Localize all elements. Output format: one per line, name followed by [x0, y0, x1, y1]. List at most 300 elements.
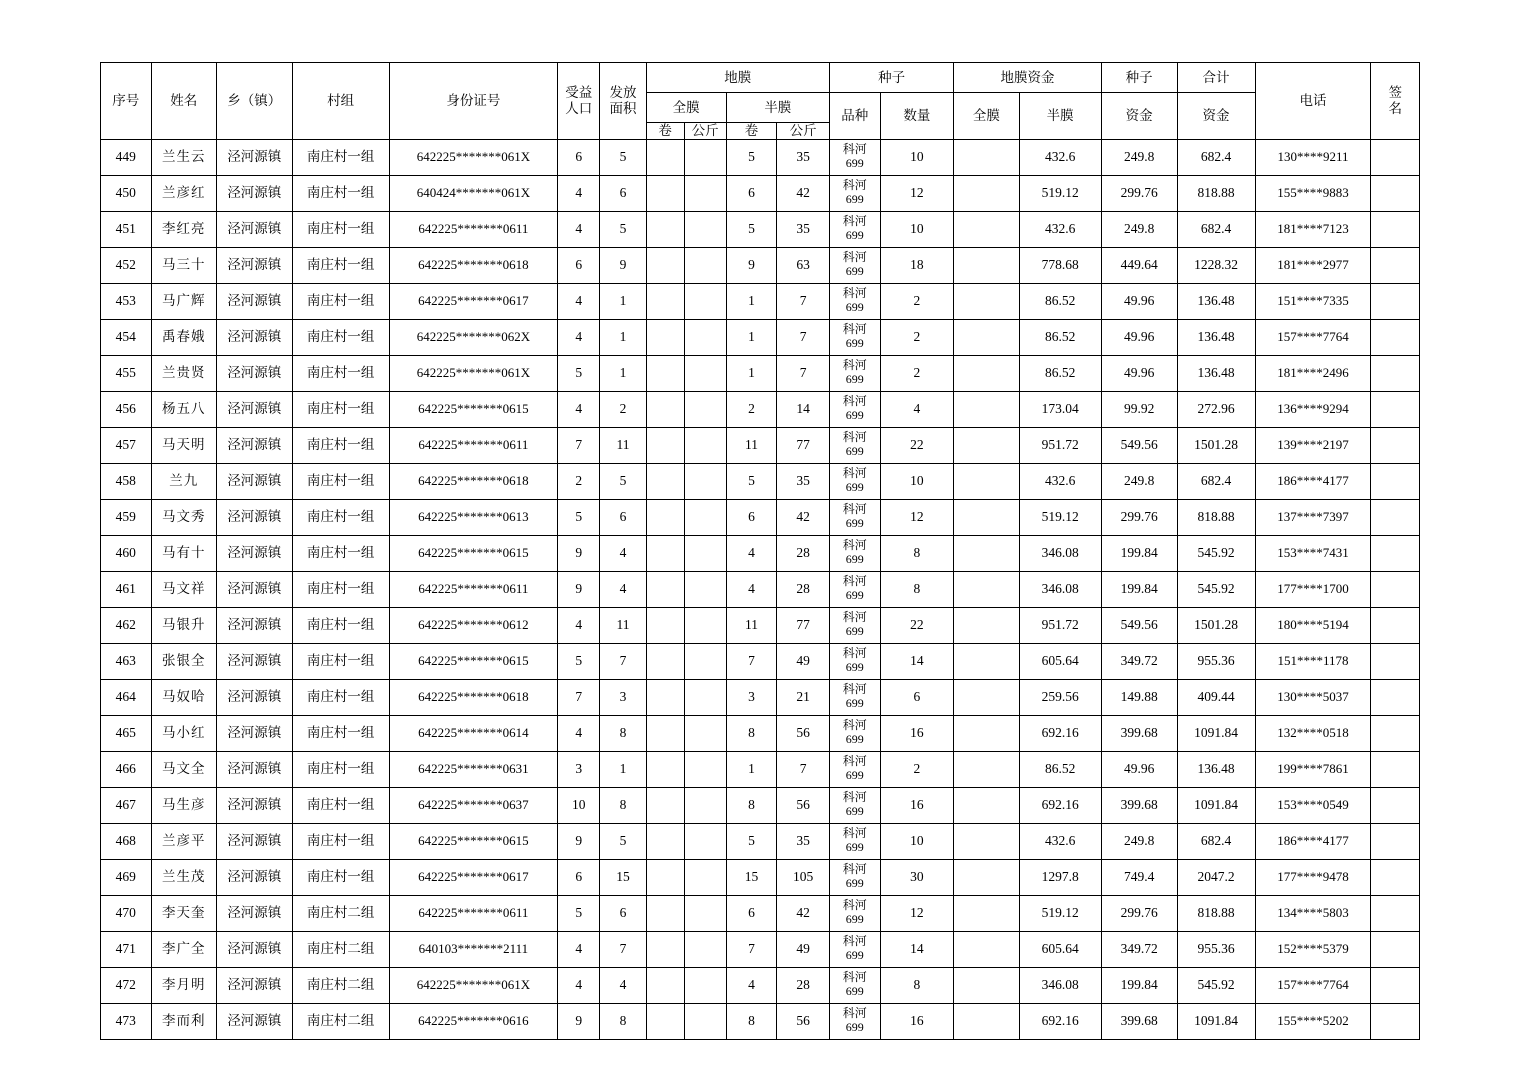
cell-town: 泾河源镇	[216, 715, 292, 751]
cell-variety	[829, 787, 880, 823]
cell-beneficiary-population: 4	[558, 175, 600, 211]
cell-variety-line2: 699	[845, 228, 864, 243]
cell-id-number: 642225*******0617	[389, 859, 558, 895]
cell-half-film-kg: 21	[777, 679, 830, 715]
cell-full-film-kg	[684, 355, 726, 391]
cell-variety	[829, 247, 880, 283]
cell-town: 泾河源镇	[216, 571, 292, 607]
cell-name: 马文全	[151, 751, 216, 787]
cell-half-film-juan: 4	[726, 967, 777, 1003]
cell-village-group: 南庄村一组	[292, 571, 389, 607]
cell-id-number: 642225*******0611	[389, 211, 558, 247]
cell-half-film-kg: 77	[777, 427, 830, 463]
cell-town: 泾河源镇	[216, 319, 292, 355]
cell-quantity: 10	[880, 823, 954, 859]
cell-seed-money: 549.56	[1101, 427, 1177, 463]
cell-beneficiary-population: 4	[558, 391, 600, 427]
cell-full-film-juan	[646, 319, 684, 355]
cell-area: 4	[600, 967, 646, 1003]
col-header-seq: 序号	[101, 63, 152, 140]
cell-half-film-juan: 8	[726, 787, 777, 823]
col-header-village-group: 村组	[292, 63, 389, 140]
cell-village-group: 南庄村一组	[292, 463, 389, 499]
cell-full-film-juan	[646, 967, 684, 1003]
cell-half-film-money: 951.72	[1019, 607, 1101, 643]
cell-town: 泾河源镇	[216, 859, 292, 895]
cell-seq: 463	[101, 643, 152, 679]
cell-seed-money: 749.4	[1101, 859, 1177, 895]
cell-half-film-juan: 11	[726, 607, 777, 643]
cell-variety-line2: 699	[845, 768, 864, 783]
cell-half-film-money: 86.52	[1019, 319, 1101, 355]
cell-id-number: 640424*******061X	[389, 175, 558, 211]
table-body	[101, 139, 1420, 1039]
cell-id-number: 642225*******0615	[389, 643, 558, 679]
cell-variety-line2: 699	[845, 876, 864, 891]
cell-full-film-kg	[684, 859, 726, 895]
cell-area: 1	[600, 751, 646, 787]
cell-seq: 459	[101, 499, 152, 535]
cell-full-film-money	[954, 355, 1019, 391]
cell-half-film-kg: 7	[777, 319, 830, 355]
cell-half-film-money: 519.12	[1019, 175, 1101, 211]
cell-total-money: 1501.28	[1177, 607, 1255, 643]
cell-total-money: 136.48	[1177, 751, 1255, 787]
cell-variety-line2: 699	[845, 372, 864, 387]
cell-area: 5	[600, 463, 646, 499]
cell-signature	[1371, 355, 1420, 391]
cell-variety-line1: 科河	[842, 682, 867, 697]
cell-half-film-kg: 28	[777, 967, 830, 1003]
cell-half-film-kg: 7	[777, 355, 830, 391]
cell-total-money: 545.92	[1177, 535, 1255, 571]
cell-half-film-kg: 35	[777, 463, 830, 499]
distribution-table	[100, 62, 1420, 1040]
cell-quantity: 12	[880, 499, 954, 535]
cell-seed-money: 449.64	[1101, 247, 1177, 283]
cell-town: 泾河源镇	[216, 823, 292, 859]
cell-id-number: 642225*******0615	[389, 535, 558, 571]
col-header-area: 发放 面积	[600, 63, 646, 140]
cell-half-film-juan: 5	[726, 139, 777, 175]
cell-full-film-money	[954, 1003, 1019, 1039]
cell-village-group: 南庄村一组	[292, 643, 389, 679]
cell-seed-money: 249.8	[1101, 139, 1177, 175]
cell-quantity: 4	[880, 391, 954, 427]
cell-seed-money: 399.68	[1101, 1003, 1177, 1039]
cell-full-film-kg	[684, 283, 726, 319]
cell-seq: 451	[101, 211, 152, 247]
cell-area: 8	[600, 1003, 646, 1039]
table-row	[101, 283, 1420, 319]
cell-full-film-kg	[684, 1003, 726, 1039]
cell-id-number: 642225*******0611	[389, 895, 558, 931]
cell-seq: 472	[101, 967, 152, 1003]
cell-quantity: 2	[880, 283, 954, 319]
cell-variety-line1: 科河	[842, 538, 867, 553]
cell-beneficiary-population: 4	[558, 931, 600, 967]
cell-full-film-juan	[646, 571, 684, 607]
cell-variety-line1: 科河	[842, 574, 867, 589]
cell-full-film-juan	[646, 535, 684, 571]
cell-variety-line2: 699	[845, 156, 864, 171]
cell-variety	[829, 967, 880, 1003]
cell-quantity: 14	[880, 931, 954, 967]
cell-beneficiary-population: 5	[558, 355, 600, 391]
cell-quantity: 16	[880, 787, 954, 823]
cell-phone: 132****0518	[1255, 715, 1371, 751]
cell-total-money: 1091.84	[1177, 1003, 1255, 1039]
cell-variety	[829, 607, 880, 643]
cell-village-group: 南庄村二组	[292, 895, 389, 931]
cell-full-film-money	[954, 499, 1019, 535]
cell-id-number: 642225*******0614	[389, 715, 558, 751]
cell-variety-line1: 科河	[842, 142, 867, 157]
cell-variety	[829, 319, 880, 355]
cell-signature	[1371, 571, 1420, 607]
cell-total-money: 136.48	[1177, 319, 1255, 355]
cell-half-film-money: 605.64	[1019, 643, 1101, 679]
cell-town: 泾河源镇	[216, 247, 292, 283]
cell-beneficiary-population: 4	[558, 283, 600, 319]
cell-variety	[829, 139, 880, 175]
cell-half-film-kg: 35	[777, 823, 830, 859]
table-row	[101, 895, 1420, 931]
cell-id-number: 642225*******0612	[389, 607, 558, 643]
cell-full-film-money	[954, 823, 1019, 859]
cell-full-film-money	[954, 535, 1019, 571]
cell-signature	[1371, 427, 1420, 463]
cell-quantity: 10	[880, 139, 954, 175]
cell-full-film-kg	[684, 535, 726, 571]
cell-variety-line1: 科河	[842, 358, 867, 373]
table-header	[101, 63, 1420, 140]
cell-variety-line1: 科河	[842, 718, 867, 733]
cell-beneficiary-population: 9	[558, 571, 600, 607]
cell-full-film-money	[954, 787, 1019, 823]
cell-phone: 155****9883	[1255, 175, 1371, 211]
cell-total-money: 1501.28	[1177, 427, 1255, 463]
table-row	[101, 499, 1420, 535]
table-row	[101, 427, 1420, 463]
cell-quantity: 18	[880, 247, 954, 283]
cell-phone: 186****4177	[1255, 463, 1371, 499]
cell-full-film-kg	[684, 247, 726, 283]
cell-half-film-money: 259.56	[1019, 679, 1101, 715]
cell-full-film-kg	[684, 391, 726, 427]
cell-half-film-money: 432.6	[1019, 211, 1101, 247]
col-header-variety: 品种	[829, 93, 880, 140]
cell-signature	[1371, 859, 1420, 895]
table-row	[101, 535, 1420, 571]
cell-full-film-kg	[684, 751, 726, 787]
cell-half-film-money: 86.52	[1019, 355, 1101, 391]
col-header-beneficiary-population: 受益 人口	[558, 63, 600, 140]
cell-full-film-money	[954, 715, 1019, 751]
cell-half-film-juan: 2	[726, 391, 777, 427]
cell-beneficiary-population: 7	[558, 427, 600, 463]
cell-half-film-kg: 42	[777, 499, 830, 535]
cell-variety-line1: 科河	[842, 646, 867, 661]
cell-seed-money: 49.96	[1101, 283, 1177, 319]
cell-beneficiary-population: 2	[558, 463, 600, 499]
cell-full-film-kg	[684, 139, 726, 175]
cell-town: 泾河源镇	[216, 427, 292, 463]
cell-signature	[1371, 931, 1420, 967]
cell-beneficiary-population: 10	[558, 787, 600, 823]
cell-seq: 454	[101, 319, 152, 355]
cell-area: 11	[600, 607, 646, 643]
cell-variety-line1: 科河	[842, 430, 867, 445]
cell-variety	[829, 679, 880, 715]
cell-half-film-money: 86.52	[1019, 751, 1101, 787]
cell-total-money: 818.88	[1177, 175, 1255, 211]
cell-variety-line1: 科河	[842, 214, 867, 229]
cell-full-film-juan	[646, 427, 684, 463]
cell-half-film-juan: 8	[726, 715, 777, 751]
cell-seq: 467	[101, 787, 152, 823]
cell-signature	[1371, 535, 1420, 571]
cell-village-group: 南庄村一组	[292, 175, 389, 211]
cell-half-film-money: 951.72	[1019, 427, 1101, 463]
table-row	[101, 463, 1420, 499]
cell-area: 6	[600, 175, 646, 211]
cell-variety-line1: 科河	[842, 178, 867, 193]
cell-full-film-money	[954, 283, 1019, 319]
cell-half-film-kg: 77	[777, 607, 830, 643]
cell-full-film-juan	[646, 211, 684, 247]
cell-half-film-juan: 5	[726, 463, 777, 499]
sub-header-half-film: 半膜	[726, 93, 829, 123]
col-header-name: 姓名	[151, 63, 216, 140]
cell-half-film-money: 86.52	[1019, 283, 1101, 319]
cell-village-group: 南庄村二组	[292, 931, 389, 967]
cell-id-number: 642225*******0631	[389, 751, 558, 787]
cell-phone: 181****7123	[1255, 211, 1371, 247]
cell-id-number: 642225*******0618	[389, 247, 558, 283]
cell-full-film-money	[954, 931, 1019, 967]
cell-village-group: 南庄村一组	[292, 859, 389, 895]
cell-beneficiary-population: 7	[558, 679, 600, 715]
cell-quantity: 16	[880, 715, 954, 751]
cell-id-number: 642225*******061X	[389, 967, 558, 1003]
cell-signature	[1371, 787, 1420, 823]
cell-full-film-kg	[684, 607, 726, 643]
cell-phone: 130****9211	[1255, 139, 1371, 175]
cell-area: 6	[600, 895, 646, 931]
sub-header-full-film: 全膜	[646, 93, 726, 123]
group-header-seed-funds: 种子	[1101, 63, 1177, 93]
cell-beneficiary-population: 9	[558, 823, 600, 859]
cell-town: 泾河源镇	[216, 679, 292, 715]
cell-full-film-kg	[684, 931, 726, 967]
cell-area: 8	[600, 715, 646, 751]
cell-seed-money: 49.96	[1101, 319, 1177, 355]
cell-half-film-money: 605.64	[1019, 931, 1101, 967]
cell-variety-line2: 699	[845, 516, 864, 531]
table-row	[101, 175, 1420, 211]
cell-full-film-kg	[684, 571, 726, 607]
cell-area: 4	[600, 535, 646, 571]
cell-full-film-juan	[646, 391, 684, 427]
cell-half-film-kg: 28	[777, 571, 830, 607]
cell-full-film-juan	[646, 1003, 684, 1039]
table-row	[101, 211, 1420, 247]
cell-id-number: 642225*******0611	[389, 427, 558, 463]
cell-area: 3	[600, 679, 646, 715]
cell-variety	[829, 895, 880, 931]
cell-variety	[829, 751, 880, 787]
cell-village-group: 南庄村一组	[292, 823, 389, 859]
sub-header-full-film-kg: 公斤	[684, 123, 726, 140]
cell-signature	[1371, 823, 1420, 859]
cell-half-film-juan: 6	[726, 895, 777, 931]
cell-half-film-juan: 1	[726, 319, 777, 355]
cell-quantity: 12	[880, 175, 954, 211]
cell-phone: 177****9478	[1255, 859, 1371, 895]
table-row	[101, 751, 1420, 787]
cell-seed-money: 349.72	[1101, 931, 1177, 967]
cell-seed-money: 199.84	[1101, 535, 1177, 571]
cell-village-group: 南庄村一组	[292, 607, 389, 643]
cell-half-film-kg: 7	[777, 751, 830, 787]
cell-town: 泾河源镇	[216, 1003, 292, 1039]
cell-full-film-juan	[646, 643, 684, 679]
cell-quantity: 8	[880, 535, 954, 571]
cell-variety	[829, 535, 880, 571]
group-header-film: 地膜	[646, 63, 829, 93]
cell-variety-line2: 699	[845, 480, 864, 495]
cell-full-film-juan	[646, 499, 684, 535]
cell-seq: 450	[101, 175, 152, 211]
cell-signature	[1371, 319, 1420, 355]
cell-total-money: 545.92	[1177, 967, 1255, 1003]
cell-half-film-juan: 4	[726, 571, 777, 607]
cell-name: 马文祥	[151, 571, 216, 607]
cell-total-money: 2047.2	[1177, 859, 1255, 895]
cell-beneficiary-population: 9	[558, 535, 600, 571]
cell-seed-money: 299.76	[1101, 175, 1177, 211]
cell-seed-money: 149.88	[1101, 679, 1177, 715]
cell-total-money: 682.4	[1177, 139, 1255, 175]
cell-beneficiary-population: 5	[558, 643, 600, 679]
cell-variety-line2: 699	[845, 948, 864, 963]
cell-variety-line1: 科河	[842, 322, 867, 337]
cell-full-film-juan	[646, 247, 684, 283]
cell-full-film-kg	[684, 499, 726, 535]
cell-half-film-money: 519.12	[1019, 499, 1101, 535]
cell-full-film-kg	[684, 463, 726, 499]
cell-half-film-kg: 56	[777, 787, 830, 823]
cell-variety	[829, 643, 880, 679]
cell-town: 泾河源镇	[216, 283, 292, 319]
cell-half-film-money: 1297.8	[1019, 859, 1101, 895]
cell-area: 15	[600, 859, 646, 895]
cell-signature	[1371, 715, 1420, 751]
cell-area: 7	[600, 643, 646, 679]
cell-full-film-kg	[684, 319, 726, 355]
cell-total-money: 818.88	[1177, 895, 1255, 931]
cell-quantity: 12	[880, 895, 954, 931]
cell-signature	[1371, 895, 1420, 931]
cell-half-film-juan: 6	[726, 175, 777, 211]
cell-half-film-kg: 35	[777, 139, 830, 175]
table-row	[101, 823, 1420, 859]
cell-phone: 153****0549	[1255, 787, 1371, 823]
cell-name: 李广全	[151, 931, 216, 967]
cell-signature	[1371, 967, 1420, 1003]
cell-seq: 468	[101, 823, 152, 859]
cell-name: 张银全	[151, 643, 216, 679]
cell-full-film-kg	[684, 967, 726, 1003]
cell-full-film-money	[954, 391, 1019, 427]
cell-full-film-kg	[684, 787, 726, 823]
cell-full-film-juan	[646, 175, 684, 211]
cell-seq: 461	[101, 571, 152, 607]
cell-variety-line2: 699	[845, 408, 864, 423]
cell-total-money: 1091.84	[1177, 715, 1255, 751]
cell-variety-line2: 699	[845, 588, 864, 603]
cell-full-film-juan	[646, 787, 684, 823]
cell-name: 兰贵贤	[151, 355, 216, 391]
cell-quantity: 30	[880, 859, 954, 895]
cell-seed-money: 49.96	[1101, 355, 1177, 391]
cell-phone: 177****1700	[1255, 571, 1371, 607]
cell-full-film-money	[954, 895, 1019, 931]
cell-half-film-juan: 7	[726, 643, 777, 679]
table-row	[101, 319, 1420, 355]
cell-name: 马奴哈	[151, 679, 216, 715]
cell-id-number: 642225*******061X	[389, 139, 558, 175]
cell-variety-line1: 科河	[842, 862, 867, 877]
cell-beneficiary-population: 4	[558, 607, 600, 643]
cell-town: 泾河源镇	[216, 895, 292, 931]
cell-beneficiary-population: 4	[558, 715, 600, 751]
cell-seq: 464	[101, 679, 152, 715]
cell-seed-money: 199.84	[1101, 967, 1177, 1003]
cell-variety	[829, 931, 880, 967]
cell-variety-line1: 科河	[842, 610, 867, 625]
cell-total-money: 272.96	[1177, 391, 1255, 427]
cell-quantity: 10	[880, 463, 954, 499]
cell-half-film-juan: 7	[726, 931, 777, 967]
cell-name: 禹春娥	[151, 319, 216, 355]
cell-village-group: 南庄村一组	[292, 535, 389, 571]
cell-full-film-money	[954, 859, 1019, 895]
cell-variety-line2: 699	[845, 336, 864, 351]
cell-half-film-money: 692.16	[1019, 1003, 1101, 1039]
cell-phone: 157****7764	[1255, 967, 1371, 1003]
cell-phone: 153****7431	[1255, 535, 1371, 571]
cell-quantity: 14	[880, 643, 954, 679]
cell-seq: 473	[101, 1003, 152, 1039]
cell-half-film-juan: 8	[726, 1003, 777, 1039]
cell-beneficiary-population: 4	[558, 211, 600, 247]
col-header-quantity: 数量	[880, 93, 954, 140]
cell-total-money: 955.36	[1177, 931, 1255, 967]
cell-full-film-kg	[684, 679, 726, 715]
cell-beneficiary-population: 4	[558, 967, 600, 1003]
cell-name: 兰彦红	[151, 175, 216, 211]
cell-area: 2	[600, 391, 646, 427]
cell-half-film-juan: 1	[726, 751, 777, 787]
cell-full-film-kg	[684, 823, 726, 859]
cell-seq: 456	[101, 391, 152, 427]
cell-full-film-money	[954, 967, 1019, 1003]
cell-quantity: 2	[880, 319, 954, 355]
cell-half-film-money: 346.08	[1019, 571, 1101, 607]
cell-name: 兰九	[151, 463, 216, 499]
